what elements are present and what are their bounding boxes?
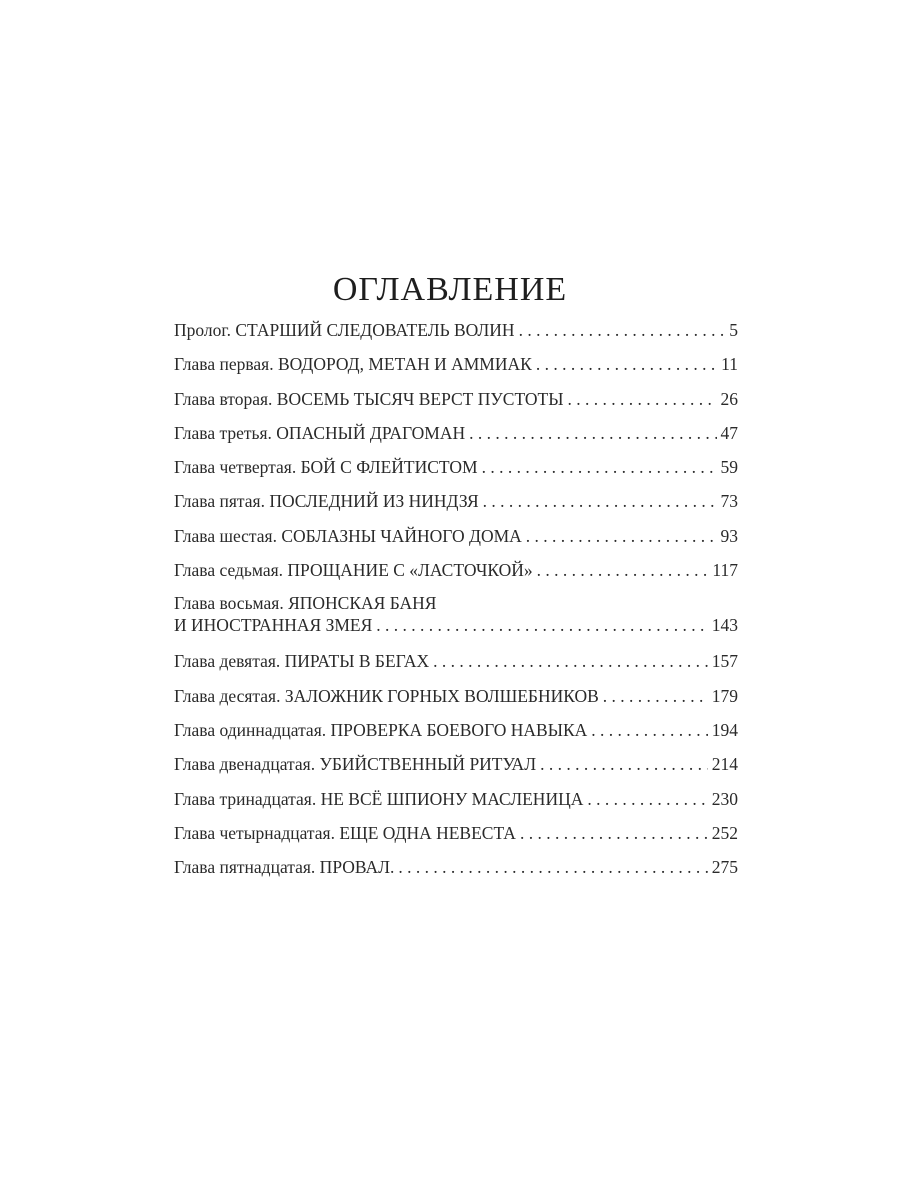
dot-leader <box>519 318 726 342</box>
toc-entry-chapter-2 <box>174 387 738 421</box>
toc-entry-label: Глава тринадцатая. НЕ ВСЁ ШПИОНУ МАСЛЕНИЦА <box>174 788 584 809</box>
toc-entry-page: 143 <box>711 615 738 636</box>
toc-entry-chapter-4 <box>174 455 738 489</box>
toc-entry-label: Глава четырнадцатая. ЕЩЕ ОДНА НЕВЕСТА <box>174 822 516 843</box>
toc-entry-label: Глава десятая. ЗАЛОЖНИК ГОРНЫХ ВОЛШЕБНИКОВ <box>174 685 599 706</box>
page-title: ОГЛАВЛЕНИЕ <box>332 270 568 308</box>
toc-entry-page: 11 <box>721 354 738 375</box>
dot-leader <box>537 558 709 582</box>
toc-entry-chapter-5 <box>174 489 738 523</box>
toc-entry-label: Глава шестая. СОБЛАЗНЫ ЧАЙНОГО ДОМА <box>174 525 522 546</box>
table-of-contents <box>174 318 738 889</box>
toc-entry-page: 5 <box>729 320 738 340</box>
toc-entry-label: Глава первая. ВОДОРОД, МЕТАН И АММИАК <box>174 354 532 375</box>
toc-entry-chapter-15 <box>174 855 738 889</box>
dot-leader <box>568 387 717 411</box>
dot-leader <box>603 684 708 708</box>
toc-entry-page: 179 <box>711 685 738 706</box>
toc-entry-page: 117 <box>712 560 738 581</box>
toc-entry-chapter-1 <box>174 352 738 386</box>
toc-entry-page: 252 <box>711 822 738 843</box>
toc-entry-label: Глава вторая. ВОСЕМЬ ТЫСЯЧ ВЕРСТ ПУСТОТЫ <box>174 388 564 409</box>
toc-entry-chapter-8 <box>174 592 738 649</box>
toc-entry-page: 73 <box>720 491 738 512</box>
toc-entry-label: Глава третья. ОПАСНЫЙ ДРАГОМАН <box>174 422 466 443</box>
toc-entry-prologue <box>174 318 738 352</box>
toc-entry-chapter-13 <box>174 787 738 821</box>
toc-entry-line-2 <box>174 614 738 636</box>
toc-entry-page: 275 <box>711 857 738 878</box>
toc-entry-chapter-12 <box>174 752 738 786</box>
toc-entry-label: Глава восьмая. ЯПОНСКАЯ БАНЯ <box>174 593 437 614</box>
toc-entry-page: 194 <box>711 719 738 740</box>
toc-entry-label: Глава четвертая. БОЙ С ФЛЕЙТИСТОМ <box>174 457 478 478</box>
dot-leader <box>591 718 707 742</box>
toc-entry-label: Глава двенадцатая. УБИЙСТВЕННЫЙ РИТУАЛ <box>174 754 537 775</box>
dot-leader <box>433 649 708 673</box>
dot-leader <box>483 489 717 513</box>
toc-entry-line-1 <box>174 592 738 614</box>
toc-entry-chapter-11 <box>174 718 738 752</box>
toc-entry-label: Пролог. СТАРШИЙ СЛЕДОВАТЕЛЬ ВОЛИН <box>174 320 515 340</box>
toc-entry-chapter-3 <box>174 421 738 455</box>
toc-entry-page: 157 <box>711 651 738 672</box>
toc-entry-page: 47 <box>720 422 738 443</box>
dot-leader <box>398 855 707 879</box>
dot-leader <box>587 787 707 811</box>
toc-entry-page: 59 <box>720 457 738 478</box>
toc-entry-chapter-14 <box>174 821 738 855</box>
toc-entry-label: Глава седьмая. ПРОЩАНИЕ С «ЛАСТОЧКОЙ» <box>174 560 533 581</box>
toc-entry-chapter-7 <box>174 558 738 592</box>
dot-leader <box>526 524 717 548</box>
toc-entry-chapter-9 <box>174 649 738 683</box>
dot-leader <box>520 821 708 845</box>
toc-entry-label: Глава пятая. ПОСЛЕДНИЙ ИЗ НИНДЗЯ <box>174 491 479 512</box>
dot-leader <box>540 752 708 776</box>
dot-leader <box>376 614 707 636</box>
toc-entry-label: Глава одиннадцатая. ПРОВЕРКА БОЕВОГО НАВЫКА <box>174 719 588 740</box>
toc-entry-chapter-6 <box>174 524 738 558</box>
dot-leader <box>469 421 716 445</box>
dot-leader <box>536 352 717 376</box>
toc-entry-page: 26 <box>720 388 738 409</box>
toc-entry-label-continued: И ИНОСТРАННАЯ ЗМЕЯ <box>174 615 373 636</box>
dot-leader <box>482 455 717 479</box>
toc-entry-page: 230 <box>711 788 738 809</box>
toc-entry-chapter-10 <box>174 684 738 718</box>
toc-entry-page: 214 <box>711 754 738 775</box>
toc-entry-page: 93 <box>720 525 738 546</box>
toc-entry-label: Глава девятая. ПИРАТЫ В БЕГАХ <box>174 651 430 672</box>
toc-entry-label: Глава пятнадцатая. ПРОВАЛ. <box>174 857 395 878</box>
